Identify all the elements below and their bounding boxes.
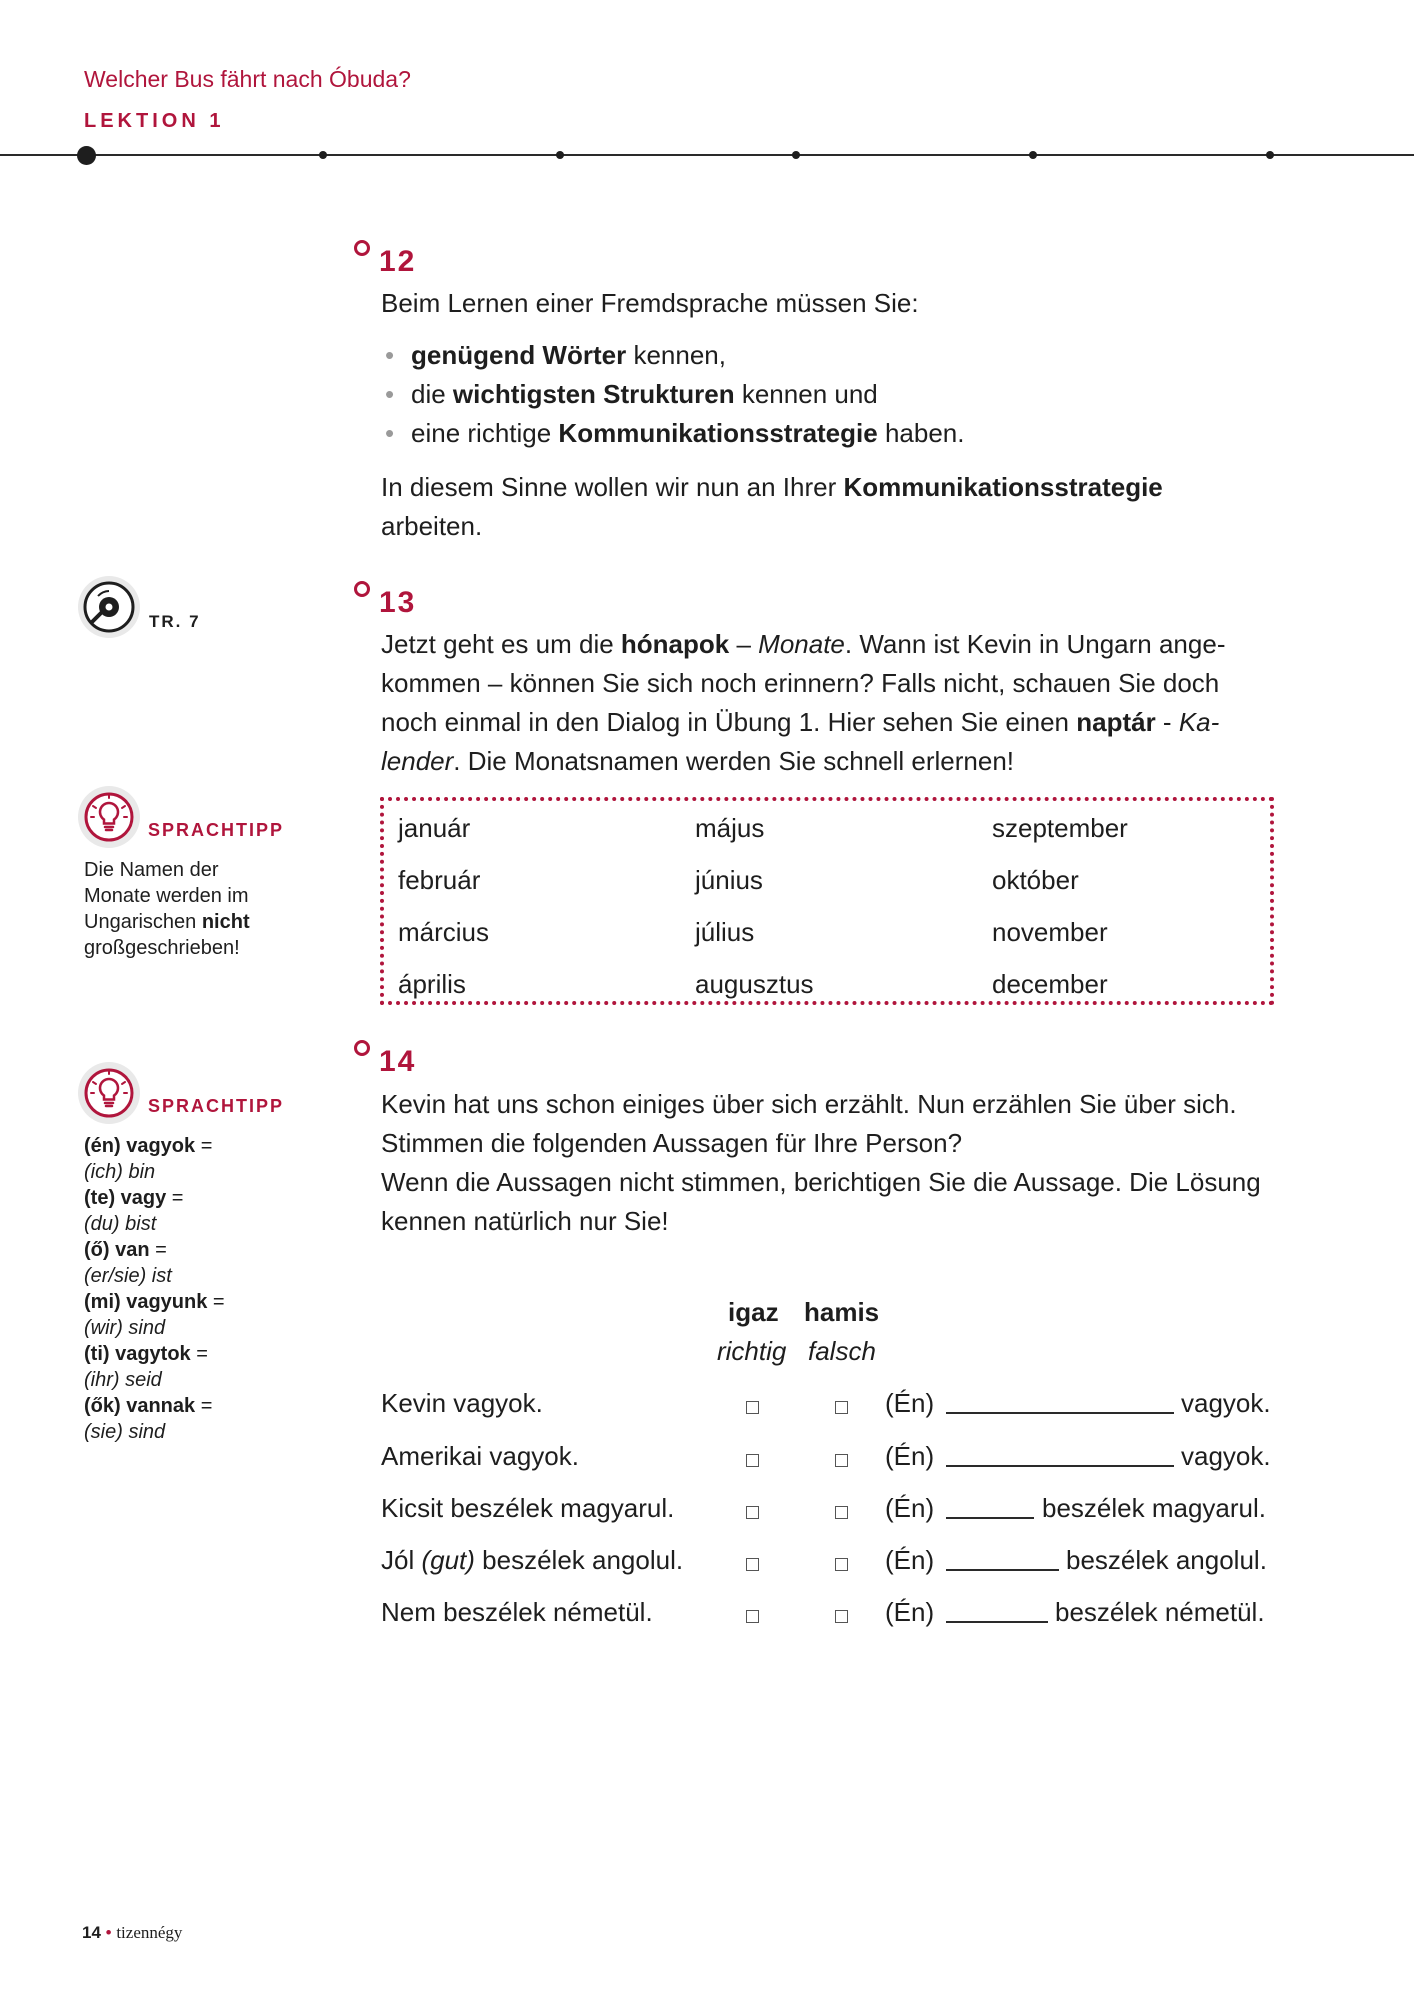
exercise-14-text: Kevin hat uns schon einiges über sich erzählt. Nun erzählen Sie über sich. Stimmen die folgenden Aussagen für Ihre Person? Wenn die Aussagen nicht stimmen, berichtigen Sie die Aussage. Die Lösung kennen natürlich nur Sie! [381,1089,1261,1236]
month-name: december [992,969,1108,999]
checkbox-hamis[interactable] [835,1558,848,1571]
answer-blank[interactable] [946,1465,1174,1467]
month-box [380,797,1274,1005]
sprachtipp-label: SPRACHTIPP [148,1096,285,1116]
timeline-dot [319,151,327,159]
column-header-hamis: hamis [804,1297,880,1327]
correction-ending: beszélek magyarul. [1042,1493,1266,1523]
verb-conjugation-list: (én) vagyok = (ich) bin (te) vagy = (du) bist (ő) van = (er/sie) ist (mi) vagyunk = (wir) sind (ti) vagytok = (ihr) seid (ők) vannak = (sie) sind [84,1135,225,1443]
timeline-dot [792,151,800,159]
tip-icon-badge [78,786,140,848]
footer-separator: • [100,1923,117,1942]
statement: Amerikai vagyok. [381,1441,579,1471]
sprachtipp-label: SPRACHTIPP [148,820,285,840]
exercise-number: 14 [379,1045,417,1078]
cd-icon [78,576,140,638]
statement: Kicsit beszélek magyarul. [381,1493,675,1523]
answer-blank[interactable] [946,1621,1048,1623]
checkbox-igaz[interactable] [746,1401,759,1414]
column-sub-richtig: richtig [717,1336,787,1366]
exercise-marker-icon [354,1040,370,1056]
correction-ending: beszélek angolul. [1066,1545,1267,1575]
correction-pronoun: (Én) [885,1493,935,1523]
checkbox-hamis[interactable] [835,1454,848,1467]
exercise-12-intro: Beim Lernen einer Fremdsprache müssen Sie: [381,288,919,318]
month-name: február [398,865,481,895]
bullet-item: • eine richtige Kommunikationsstrategie haben. [385,418,965,448]
month-name: szeptember [992,813,1128,843]
month-name: október [992,865,1079,895]
column-sub-falsch: falsch [808,1336,876,1366]
correction-ending: vagyok. [1181,1441,1271,1471]
month-name: június [695,865,763,895]
statement: Nem beszélek németül. [381,1597,653,1627]
month-name: április [398,969,466,999]
exercise-12-closing: In diesem Sinne wollen wir nun an Ihrer Kommunikationsstrategie arbeiten. [381,472,1163,541]
month-name: november [992,917,1108,947]
timeline-dot [556,151,564,159]
correction-pronoun: (Én) [885,1545,935,1575]
correction-pronoun: (Én) [885,1441,935,1471]
bullet-item: • die wichtigsten Strukturen kennen und [385,379,878,409]
checkbox-igaz[interactable] [746,1610,759,1623]
page-footer [82,1923,182,1943]
timeline-dot [1266,151,1274,159]
correction-ending: beszélek németül. [1055,1597,1265,1627]
checkbox-igaz[interactable] [746,1558,759,1571]
exercise-number: 13 [379,586,417,619]
checkbox-hamis[interactable] [835,1610,848,1623]
statement: Jól (gut) beszélek angolul. [381,1545,684,1575]
checkbox-hamis[interactable] [835,1401,848,1414]
correction-pronoun: (Én) [885,1597,935,1627]
month-name: augusztus [695,969,814,999]
month-name: március [398,917,490,947]
month-name: július [695,917,755,947]
exercise-12-bullets [381,336,1261,453]
answer-blank[interactable] [946,1517,1034,1519]
column-header-igaz: igaz [728,1297,779,1327]
timeline-dot-current [77,146,96,165]
answer-blank[interactable] [946,1569,1059,1571]
month-name: január [398,813,471,843]
lightbulb-icon [78,786,140,848]
month-name: május [695,813,765,843]
track-label: TR. 7 [149,612,201,631]
sprachtipp-1-text: Die Namen der Monate werden im Ungarischen nicht großgeschrieben! [84,859,250,959]
exercise-number: 12 [379,245,417,278]
exercise-marker-icon [354,240,370,256]
checkbox-hamis[interactable] [835,1506,848,1519]
header-rule [0,154,1414,156]
checkbox-igaz[interactable] [746,1506,759,1519]
audio-track-button[interactable] [78,576,140,638]
bullet-item: • genügend Wörter kennen, [385,340,726,370]
running-head-title: Welcher Bus fährt nach Óbuda? [84,66,411,92]
lightbulb-icon [78,1062,140,1124]
timeline-dot [1029,151,1037,159]
checkbox-igaz[interactable] [746,1454,759,1467]
statement: Kevin vagyok. [381,1388,543,1418]
tip-icon-badge [78,1062,140,1124]
lesson-label: LEKTION 1 [84,110,225,132]
exercise-13-text: Jetzt geht es um die hónapok – Monate. Wann ist Kevin in Ungarn ange- kommen – können Sie sich noch erinnern? Falls nicht, schauen Sie doch noch einmal in den Dialog in Übung 1. Hier sehen Sie einen naptár - Ka- lender. Die Monatsnamen werden Sie schnell erlernen! [381,629,1226,776]
page-number-word: tizennégy [116,1923,183,1942]
answer-blank[interactable] [946,1412,1174,1414]
exercise-marker-icon [354,581,370,597]
correction-pronoun: (Én) [885,1388,935,1418]
correction-ending: vagyok. [1181,1388,1271,1418]
page-number: 14 [82,1923,101,1942]
